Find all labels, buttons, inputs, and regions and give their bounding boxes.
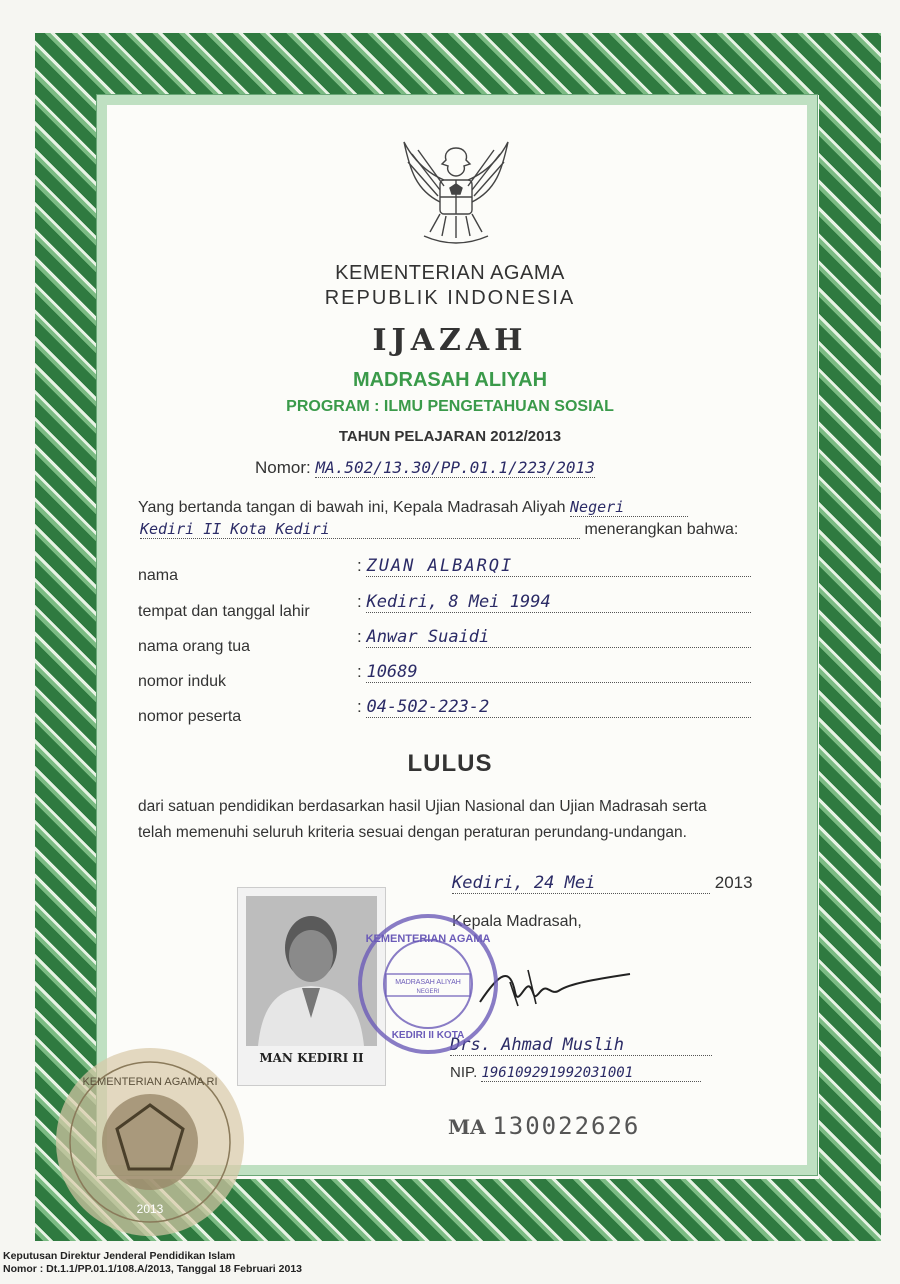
value-nama: ZUAN ALBARQI — [366, 556, 751, 577]
nip-label: NIP. — [450, 1064, 478, 1081]
label-birth: tempat dan tanggal lahir — [138, 603, 310, 620]
official-stamp-icon — [356, 912, 501, 1057]
intro-text: Yang bertanda tangan di bawah ini, Kepala Madrasah Aliyah — [138, 499, 566, 516]
label-parent: nama orang tua — [138, 638, 251, 655]
value-birth: Kediri, 8 Mei 1994 — [366, 592, 751, 613]
label-nama: nama — [138, 567, 179, 584]
serial-prefix: MA — [448, 1115, 486, 1139]
number-value: MA.502/13.30/PP.01.1/223/2013 — [315, 458, 595, 477]
intro-line-2 — [140, 520, 738, 539]
value-student-number: 10689 — [366, 662, 751, 683]
statement-line-2: telah memenuhi seluruh kriteria sesuai dengan peraturan perundang-undangan. — [138, 824, 687, 841]
statement-line-1: dari satuan pendidikan berdasarkan hasil Ujian Nasional dan Ujian Madrasah serta — [138, 798, 707, 815]
intro-suffix: menerangkan bahwa: — [584, 521, 739, 538]
date-year: 2013 — [714, 873, 753, 892]
row-nama: : ZUAN ALBARQI — [357, 556, 765, 577]
serial-value: 130022626 — [492, 1112, 641, 1140]
result-status: LULUS — [407, 750, 493, 777]
school-name-part-1: Negeri — [570, 498, 688, 517]
seal-year: 2013 — [136, 1202, 164, 1216]
stamp-inner-text-2: NEGERI — [416, 989, 440, 995]
signer-role: Kepala Madrasah, — [452, 913, 582, 930]
photo-caption: MAN KEDIRI II — [259, 1051, 364, 1065]
program: PROGRAM : ILMU PENGETAHUAN SOSIAL — [286, 398, 614, 415]
republic-name: REPUBLIK INDONESIA — [324, 287, 576, 309]
footer-line-1: Keputusan Direktur Jenderal Pendidikan Islam — [3, 1250, 236, 1262]
nip-row — [450, 1064, 701, 1082]
signer-name: Drs. Ahmad Muslih — [450, 1035, 712, 1056]
value-exam-number: 04-502-223-2 — [366, 697, 751, 718]
row-student-number: : 10689 — [357, 662, 765, 683]
label-student-number: nomor induk — [138, 673, 227, 690]
seal-text: KEMENTERIAN AGAMA RI — [82, 1076, 218, 1088]
stamp-bottom-text: KEDIRI II KOTA — [391, 1030, 465, 1041]
place-date — [452, 873, 753, 894]
footer-line-2: Nomor : Dt.1.1/PP.01.1/108.A/2013, Tanggal 18 Februari 2013 — [3, 1263, 302, 1275]
row-exam-number: : 04-502-223-2 — [357, 697, 765, 718]
row-parent: : Anwar Suaidi — [357, 627, 765, 648]
hologram-seal-icon — [53, 1045, 248, 1240]
school-type: MADRASAH ALIYAH — [352, 369, 548, 391]
place-date-value: Kediri, 24 Mei — [452, 873, 710, 894]
value-parent: Anwar Suaidi — [366, 627, 751, 648]
garuda-emblem-icon — [400, 140, 512, 250]
serial-number — [448, 1112, 640, 1141]
nip-value: 196109291992031001 — [481, 1065, 701, 1082]
ministry-name: KEMENTERIAN AGAMA — [335, 262, 565, 284]
school-name-part-2: Kediri II Kota Kediri — [140, 520, 580, 539]
number-label: Nomor: — [255, 458, 311, 477]
stamp-inner-text-1: MADRASAH ALIYAH — [395, 979, 461, 986]
academic-year: TAHUN PELAJARAN 2012/2013 — [338, 428, 562, 445]
certificate-number — [255, 458, 595, 478]
stamp-outer-text: KEMENTERIAN AGAMA — [365, 933, 491, 945]
row-birth: : Kediri, 8 Mei 1994 — [357, 592, 765, 613]
label-exam-number: nomor peserta — [138, 708, 242, 725]
intro-line-1 — [138, 498, 688, 517]
document-title: IJAZAH — [372, 323, 528, 358]
